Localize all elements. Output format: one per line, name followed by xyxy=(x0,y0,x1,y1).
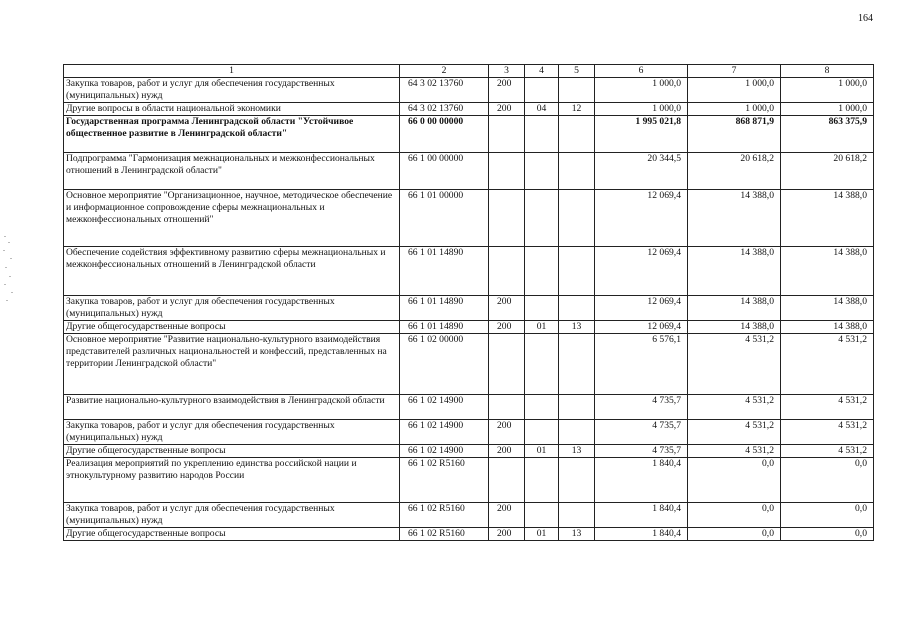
header-col-1: 1 xyxy=(64,65,400,78)
row-code: 66 1 02 R5160 xyxy=(400,528,489,541)
row-subsection: 13 xyxy=(559,321,595,334)
row-value-year1: 6 576,1 xyxy=(595,334,688,395)
scan-artifact-marks xyxy=(2,236,14,306)
row-name: Закупка товаров, работ и услуг для обеспечения государственных (муниципальных) нужд xyxy=(64,503,400,528)
row-name: Государственная программа Ленинградской области "Устойчивое общественное развитие в Ленинградской области" xyxy=(64,116,400,153)
row-expense-type: 200 xyxy=(489,321,525,334)
row-section xyxy=(525,458,559,503)
row-subsection: 12 xyxy=(559,103,595,116)
row-value-year2: 14 388,0 xyxy=(688,190,781,247)
row-subsection xyxy=(559,190,595,247)
row-value-year2: 4 531,2 xyxy=(688,420,781,445)
row-name: Основное мероприятие "Организационное, научное, методическое обеспечение и информационное сопровождение сферы межнациональных и межконфессиональных отношений" xyxy=(64,190,400,247)
row-code: 64 3 02 13760 xyxy=(400,103,489,116)
table-row xyxy=(64,190,874,247)
row-name: Закупка товаров, работ и услуг для обеспечения государственных (муниципальных) нужд xyxy=(64,420,400,445)
row-value-year1: 20 344,5 xyxy=(595,153,688,190)
row-value-year3: 4 531,2 xyxy=(781,334,874,395)
row-value-year2: 4 531,2 xyxy=(688,395,781,420)
row-code: 66 1 00 00000 xyxy=(400,153,489,190)
row-section: 01 xyxy=(525,528,559,541)
row-section xyxy=(525,247,559,296)
row-value-year3: 20 618,2 xyxy=(781,153,874,190)
row-expense-type: 200 xyxy=(489,78,525,103)
row-section: 01 xyxy=(525,321,559,334)
row-code: 66 0 00 00000 xyxy=(400,116,489,153)
row-value-year2: 14 388,0 xyxy=(688,247,781,296)
row-value-year1: 1 840,4 xyxy=(595,528,688,541)
table-body xyxy=(64,65,874,541)
table-row xyxy=(64,296,874,321)
table-row xyxy=(64,116,874,153)
row-value-year3: 4 531,2 xyxy=(781,445,874,458)
header-col-3: 3 xyxy=(489,65,525,78)
row-expense-type xyxy=(489,458,525,503)
row-value-year2: 1 000,0 xyxy=(688,103,781,116)
table-row xyxy=(64,153,874,190)
header-col-2: 2 xyxy=(400,65,489,78)
row-name: Другие общегосударственные вопросы xyxy=(64,528,400,541)
row-expense-type: 200 xyxy=(489,296,525,321)
table-row xyxy=(64,458,874,503)
row-value-year2: 14 388,0 xyxy=(688,321,781,334)
row-subsection xyxy=(559,503,595,528)
row-expense-type: 200 xyxy=(489,103,525,116)
row-value-year2: 0,0 xyxy=(688,503,781,528)
row-value-year1: 4 735,7 xyxy=(595,445,688,458)
row-value-year1: 4 735,7 xyxy=(595,395,688,420)
row-value-year3: 1 000,0 xyxy=(781,103,874,116)
table-row xyxy=(64,445,874,458)
row-subsection xyxy=(559,116,595,153)
row-section xyxy=(525,116,559,153)
row-value-year2: 868 871,9 xyxy=(688,116,781,153)
row-name: Закупка товаров, работ и услуг для обеспечения государственных (муниципальных) нужд xyxy=(64,78,400,103)
row-value-year1: 12 069,4 xyxy=(595,190,688,247)
row-value-year2: 14 388,0 xyxy=(688,296,781,321)
header-col-5: 5 xyxy=(559,65,595,78)
row-subsection xyxy=(559,420,595,445)
row-value-year1: 12 069,4 xyxy=(595,247,688,296)
row-value-year1: 4 735,7 xyxy=(595,420,688,445)
row-code: 66 1 01 14890 xyxy=(400,296,489,321)
row-value-year3: 0,0 xyxy=(781,458,874,503)
row-subsection xyxy=(559,78,595,103)
row-section xyxy=(525,334,559,395)
row-value-year1: 1 995 021,8 xyxy=(595,116,688,153)
row-value-year1: 1 000,0 xyxy=(595,78,688,103)
row-value-year1: 1 840,4 xyxy=(595,503,688,528)
table-row xyxy=(64,103,874,116)
row-section: 01 xyxy=(525,445,559,458)
table-row xyxy=(64,334,874,395)
page-number: 164 xyxy=(858,13,873,24)
row-value-year2: 4 531,2 xyxy=(688,445,781,458)
row-value-year2: 0,0 xyxy=(688,458,781,503)
header-col-8: 8 xyxy=(781,65,874,78)
row-name: Подпрограмма "Гармонизация межнациональных и межконфессиональных отношений в Ленинградской области" xyxy=(64,153,400,190)
row-code: 66 1 02 R5160 xyxy=(400,458,489,503)
row-expense-type: 200 xyxy=(489,503,525,528)
row-value-year3: 14 388,0 xyxy=(781,247,874,296)
row-name: Развитие национально-культурного взаимодействия в Ленинградской области xyxy=(64,395,400,420)
row-name: Реализация мероприятий по укреплению единства российской нации и этнокультурному развитию народов России xyxy=(64,458,400,503)
row-section xyxy=(525,503,559,528)
row-subsection xyxy=(559,247,595,296)
row-code: 64 3 02 13760 xyxy=(400,78,489,103)
row-name: Обеспечение содействия эффективному развитию сферы межнациональных и межконфессиональных отношений в Ленинградской области xyxy=(64,247,400,296)
row-value-year1: 1 000,0 xyxy=(595,103,688,116)
row-code: 66 1 02 14900 xyxy=(400,395,489,420)
row-subsection: 13 xyxy=(559,528,595,541)
row-expense-type: 200 xyxy=(489,445,525,458)
row-value-year3: 4 531,2 xyxy=(781,395,874,420)
row-expense-type xyxy=(489,190,525,247)
row-value-year2: 20 618,2 xyxy=(688,153,781,190)
row-section xyxy=(525,153,559,190)
row-section xyxy=(525,420,559,445)
row-section xyxy=(525,190,559,247)
row-name: Другие общегосударственные вопросы xyxy=(64,445,400,458)
row-expense-type xyxy=(489,153,525,190)
row-subsection xyxy=(559,296,595,321)
row-section xyxy=(525,296,559,321)
row-code: 66 1 02 14900 xyxy=(400,445,489,458)
row-value-year2: 4 531,2 xyxy=(688,334,781,395)
row-value-year1: 12 069,4 xyxy=(595,296,688,321)
row-value-year2: 1 000,0 xyxy=(688,78,781,103)
row-value-year3: 863 375,9 xyxy=(781,116,874,153)
row-subsection: 13 xyxy=(559,445,595,458)
row-expense-type xyxy=(489,247,525,296)
row-value-year3: 1 000,0 xyxy=(781,78,874,103)
row-code: 66 1 02 00000 xyxy=(400,334,489,395)
row-subsection xyxy=(559,395,595,420)
row-name: Основное мероприятие "Развитие национально-культурного взаимодействия представителей различных национальностей и конфессий, представленных на территории Ленинградской области" xyxy=(64,334,400,395)
row-expense-type: 200 xyxy=(489,528,525,541)
row-code: 66 1 01 00000 xyxy=(400,190,489,247)
row-value-year1: 1 840,4 xyxy=(595,458,688,503)
row-expense-type: 200 xyxy=(489,420,525,445)
table-row xyxy=(64,395,874,420)
row-name: Закупка товаров, работ и услуг для обеспечения государственных (муниципальных) нужд xyxy=(64,296,400,321)
row-code: 66 1 01 14890 xyxy=(400,247,489,296)
table-row xyxy=(64,321,874,334)
budget-table xyxy=(63,64,874,541)
header-row xyxy=(64,65,874,78)
row-value-year3: 14 388,0 xyxy=(781,296,874,321)
row-subsection xyxy=(559,458,595,503)
row-value-year3: 14 388,0 xyxy=(781,190,874,247)
row-code: 66 1 02 R5160 xyxy=(400,503,489,528)
row-name: Другие общегосударственные вопросы xyxy=(64,321,400,334)
header-col-6: 6 xyxy=(595,65,688,78)
row-code: 66 1 01 14890 xyxy=(400,321,489,334)
row-expense-type xyxy=(489,395,525,420)
row-expense-type xyxy=(489,116,525,153)
table-row xyxy=(64,78,874,103)
row-value-year3: 14 388,0 xyxy=(781,321,874,334)
row-section: 04 xyxy=(525,103,559,116)
row-subsection xyxy=(559,153,595,190)
table-row xyxy=(64,247,874,296)
row-value-year1: 12 069,4 xyxy=(595,321,688,334)
table-row xyxy=(64,420,874,445)
row-name: Другие вопросы в области национальной экономики xyxy=(64,103,400,116)
table-row xyxy=(64,528,874,541)
row-value-year3: 0,0 xyxy=(781,528,874,541)
row-section xyxy=(525,395,559,420)
row-value-year3: 4 531,2 xyxy=(781,420,874,445)
row-section xyxy=(525,78,559,103)
row-expense-type xyxy=(489,334,525,395)
row-subsection xyxy=(559,334,595,395)
row-code: 66 1 02 14900 xyxy=(400,420,489,445)
row-value-year2: 0,0 xyxy=(688,528,781,541)
row-value-year3: 0,0 xyxy=(781,503,874,528)
header-col-7: 7 xyxy=(688,65,781,78)
header-col-4: 4 xyxy=(525,65,559,78)
table-row xyxy=(64,503,874,528)
